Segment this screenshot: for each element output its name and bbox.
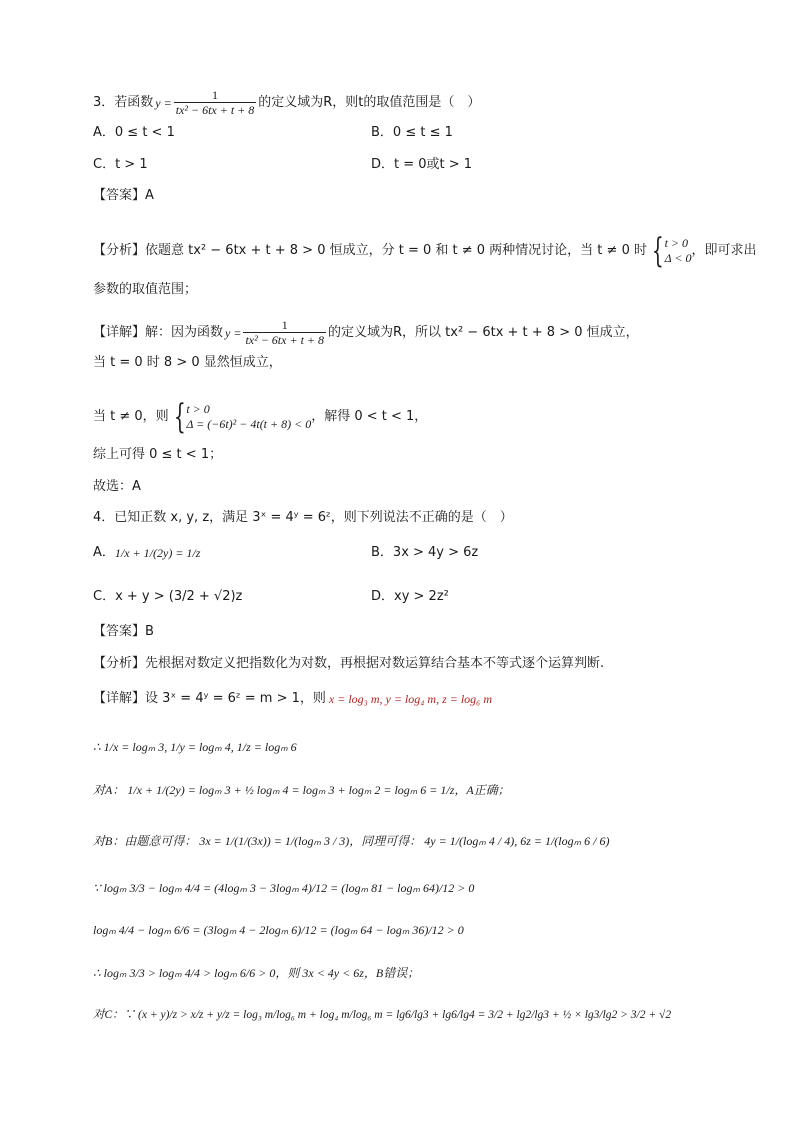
q3-options-row2 [93,156,473,174]
q4-check-b-line3: logₘ 4/4 − logₘ 6/6 = (3logₘ 4 − 2logₘ 6)/12 = (logₘ 64 − logₘ 36)/12 > 0 [93,923,464,937]
q3-option-d: D．t = 0或t > 1 [371,157,473,172]
q3-detail-line4: 综上可得 0 ≤ t < 1； [93,447,223,462]
q3-detail-line5: 故选：A [93,479,141,494]
q4-options-row2 [93,588,449,606]
q3-stem [93,88,480,117]
q3-stem-suffix: 的定义域为R，则t的取值范围是（ ） [258,94,481,110]
q4-option-c: C．x + y > (3/2 + √2)z [93,589,243,604]
q4-check-b: 对B：由题意可得： 3x = 1/(1/(3x)) = 1/(logₘ 3 / 3)，同理可得： 4y = 1/(logₘ 4 / 4), 6z = 1/(logₘ 6 / 6) [93,834,610,848]
q4-options-row1 [93,544,479,562]
q3-option-b: B．0 ≤ t ≤ 1 [371,125,453,140]
q4-detail: 【详解】设 3ˣ = 4ʸ = 6ᶻ = m > 1，则 x = log₃ m, y = log₄ m, z = log₆ m [93,691,493,706]
q4-check-b-line2: ∵ logₘ 3/3 − logₘ 4/4 = (4logₘ 3 − 3logₘ 4)/12 = (logₘ 81 − logₘ 64)/12 > 0 [93,881,475,895]
q4-check-b-line4: ∴ logₘ 3/3 > logₘ 4/4 > logₘ 6/6 > 0，则 3x < 4y < 6z，B错误； [93,966,420,980]
q3-answer: 【答案】A [93,188,154,203]
q3-analysis-line2: 参数的取值范围； [93,282,198,297]
q3-detail: 【详解】解：因为函数 y = $\frac{1}{\text{tx² − 6tx + t + 8}}$ 的定义域为R，所以 tx² − 6tx + t + 8 > 0 恒成立， [93,318,639,347]
q4-option-a-label: A． [93,545,115,560]
q4-stem: 4．已知正数 x, y, z，满足 3ˣ = 4ʸ = 6ᶻ，则下列说法不正确的是（ ） [93,510,513,525]
q3-analysis: 【分析】依题意 tx² − 6tx + t + 8 > 0 恒成立，分 t = 0 和 t ≠ 0 两种情况讨论，当 t ≠ 0 时 { t > 0 Δ < 0 ，即可求出 [93,231,757,271]
q3-detail-line3: 当 t ≠ 0，则 { t > 0 Δ = (−6t)² − 4t(t + 8) < 0 ，解得 0 < t < 1， [93,397,428,437]
q4-detail-highlight: x = log₃ m, y = log₄ m, z = log₆ m [328,692,493,706]
q3-detail-fraction: $\frac{1}{\text{tx² − 6tx + t + 8}}$ [245,318,324,347]
q3-options-row1 [93,124,453,142]
q4-option-d: D．xy > 2z² [371,589,449,604]
q3-option-c: C．t > 1 [93,157,148,172]
q4-analysis: 【分析】先根据对数定义把指数化为对数，再根据对数运算结合基本不等式逐个运算判断. [93,656,605,671]
q3-option-a: A．0 ≤ t < 1 [93,125,175,140]
q3-stem-prefix: 3．若函数 [93,94,154,110]
q3-analysis-system: { t > 0 Δ < 0 [651,231,692,271]
q4-option-a: 1/x + 1/(2y) = 1/z [114,546,201,560]
q4-therefore-line: ∴ 1/x = logₘ 3, 1/y = logₘ 4, 1/z = logₘ 6 [93,740,297,754]
q4-check-a: 对A： 1/x + 1/(2y) = logₘ 3 + ½ logₘ 4 = logₘ 3 + logₘ 2 = logₘ 6 = 1/z，A正确； [93,783,510,797]
q4-check-c: 对C：∵ (x + y)/z > x/z + y/z = log₃ m/log₆ m + log₄ m/log₆ m = lg6/lg3 + lg6/lg4 = 3/2 + lg2/lg3 + ½ × lg3/lg2 > 3/2 + √2 [93,1009,672,1021]
q3-detail-system: { t > 0 Δ = (−6t)² − 4t(t + 8) < 0 [173,397,312,437]
q3-func-lhs: y = [155,95,172,110]
q4-answer: 【答案】B [93,624,154,639]
q4-option-b: B．3x > 4y > 6z [371,545,479,560]
q3-detail-line2: 当 t = 0 时 8 > 0 显然恒成立， [93,355,282,370]
q3-function-fraction: $\frac{1}{\text{tx² − 6tx + t + 8}}$ [175,88,255,117]
